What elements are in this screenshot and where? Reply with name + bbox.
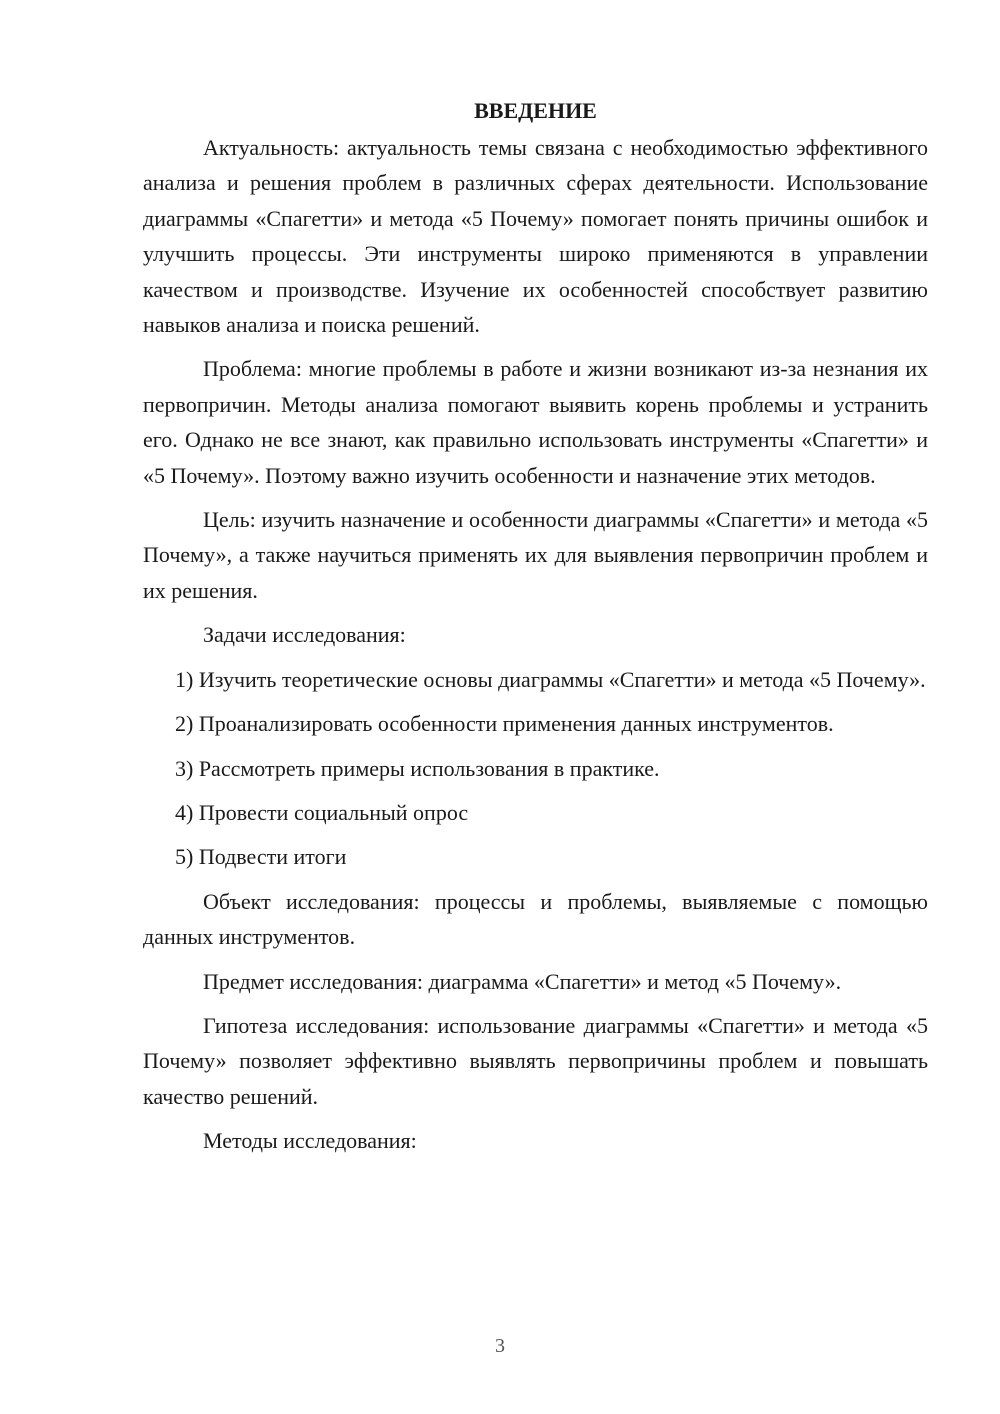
section-heading: ВВЕДЕНИЕ — [474, 98, 597, 123]
tasks-list — [143, 662, 928, 875]
tasks-title: Задачи исследования: — [203, 622, 406, 648]
list-item: 4) Провести социальный опрос — [175, 799, 469, 825]
relevance-paragraph: Актуальность: актуальность темы связана с необходимостью эффективного анализа и решения проблем в различных сферах деятельности. Использование диаграммы «Спагетти» и метода «5 Почему» помогает понять причины ошибок и улучшить процессы. Эти инструменты широко применяются в управлении качеством и производстве. Изучение их особенностей способствует развитию навыков анализа и поиска решений. — [143, 135, 928, 338]
page-number: 3 — [495, 1335, 505, 1357]
object-paragraph: Объект исследования: процессы и проблемы, выявляемые с помощью данных инструментов. — [143, 888, 928, 950]
document-page — [143, 96, 928, 1168]
list-item: 1) Изучить теоретические основы диаграммы «Спагетти» и метода «5 Почему». — [175, 666, 926, 692]
list-item: 3) Рассмотреть примеры использования в практике. — [175, 755, 660, 781]
hypothesis-paragraph: Гипотеза исследования: использование диаграммы «Спагетти» и метода «5 Почему» позволяет эффективно выявлять первопричины проблем и повышать качество решений. — [143, 1012, 928, 1109]
methods-title: Методы исследования: — [203, 1128, 417, 1154]
list-item: 2) Проанализировать особенности применения данных инструментов. — [175, 711, 834, 737]
problem-paragraph: Проблема: многие проблемы в работе и жизни возникают из-за незнания их первопричин. Методы анализа помогают выявить корень проблемы и устранить его. Однако не все знают, как правильно использовать инструменты «Спагетти» и «5 Почему». Поэтому важно изучить особенности и назначение этих методов. — [143, 356, 928, 488]
subject-paragraph: Предмет исследования: диаграмма «Спагетти» и метод «5 Почему». — [203, 968, 842, 994]
goal-paragraph: Цель: изучить назначение и особенности диаграммы «Спагетти» и метода «5 Почему», а также научиться применять их для выявления первопричин проблем и их решения. — [143, 507, 928, 603]
list-item: 5) Подвести итоги — [175, 844, 347, 870]
